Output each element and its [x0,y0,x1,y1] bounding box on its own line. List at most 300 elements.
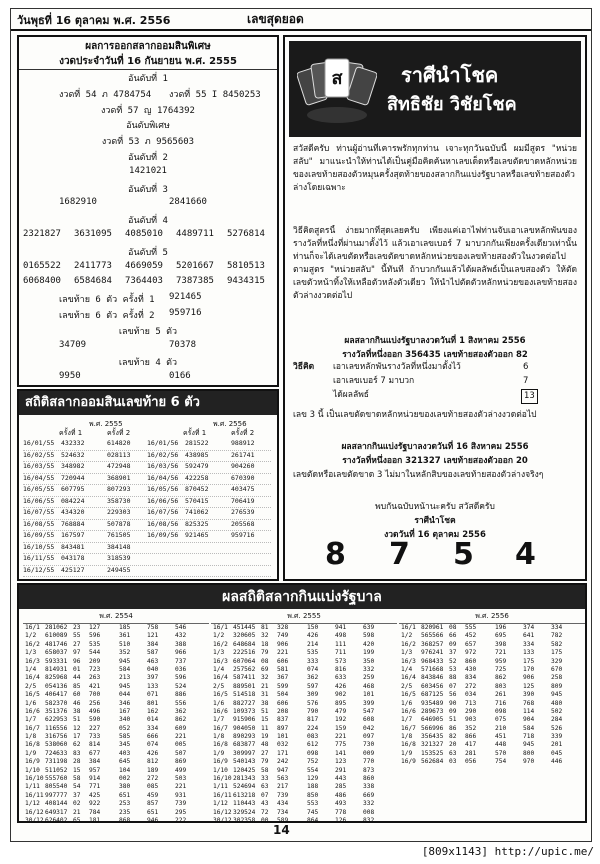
stats-cell: 758 [147,624,159,631]
stat6-cell: 16/08/55 [23,519,55,528]
stats-row [23,800,209,808]
stats-cell: 914 [89,775,101,783]
stats-cell: 997777 [45,791,68,799]
stats-cell: 79 [261,758,269,766]
stats-cell: 56 [449,691,457,699]
lottery-cell: อันดับที่ 1 [128,74,168,84]
calc-label: วิธีคิด [293,362,315,372]
stats-cell: 334 [523,640,535,648]
stats-cell: 16/7 [213,724,228,732]
stat6-cell: 348982 [61,462,85,470]
lottery-cell: 4489711 [176,229,214,239]
lottery-result-title: ผลการออกสลากออมสินพิเศษ [85,41,211,52]
stats-cell: 009 [363,749,375,757]
stats-cell: 713 [465,699,477,707]
stats-cell: 175 [551,649,563,657]
stats-cell: 189 [147,766,159,774]
lottery-cell: เลขท้าย 6 ตัว ครั้งที่ 1 [59,295,155,306]
stat6-cell: 16/12/55 [23,565,55,574]
stats-cell: 55 [73,632,81,640]
stats-cell: 626402 [45,816,68,824]
stats-cell: 374 [523,624,535,631]
stats-cell: 201 [551,741,563,749]
stats-cell: 96 [73,657,81,665]
stats-cell: 16/5 [25,691,40,699]
stat6-cell: 422258 [185,473,209,482]
stats-cell: 1/12 [213,800,228,808]
stats-cell: 502 [551,707,563,715]
lottery-cell: งวดที่ 57 ญ 1764392 [101,105,195,116]
stats-row [399,725,585,733]
stats-cell: 291 [335,766,347,774]
stats-row [399,674,585,682]
stats-cell: 417 [465,741,477,749]
stats-cell: 959 [495,657,507,665]
stat6-cell: 318539 [107,554,131,562]
lottery-cell: 0166 [169,371,191,382]
stats-cell: 718 [523,733,535,741]
stats-cell: 596 [89,632,101,640]
stats-cell: 860 [363,775,375,783]
calc-block [293,361,577,407]
stats-cell: 397 [147,674,159,682]
lottery-cell: งวดที่ 54 ภ 4784754 [59,89,152,100]
stats-row [211,649,397,657]
stats-cell: 51 [449,716,457,724]
stats-cell: 1/2 [401,632,413,640]
stats-cell: 63 [449,749,457,757]
stat6-cell: 084224 [61,496,85,505]
stats-row [23,632,209,640]
lottery-cell: อันดับที่ 5 [128,247,168,258]
stats-cell: 801 [147,699,159,707]
stats-cell: 864 [307,816,319,824]
stats-cell: 034 [465,691,477,699]
stats-cell: 850 [307,791,319,799]
stats-cell: 966 [175,649,187,657]
stats-cell: 612 [307,741,319,749]
stats-cell: 657 [465,640,477,648]
stats-row [211,809,397,817]
stats-cell: 071 [147,691,159,699]
stats-cell: 633 [335,674,347,682]
lottery-result-box [17,35,279,387]
stats-cell: 309 [307,691,319,699]
stats-row [23,691,209,699]
stats-row [211,792,397,800]
stats-cell: 597 [307,682,319,690]
stat6-cell: 670390 [231,473,255,482]
stats-cell: 972 [465,649,477,657]
stats-cell: 555760 [45,775,68,783]
stats-cell: 192 [335,716,347,724]
stats-cell: 329 [551,657,563,665]
stats-cell: 834 [465,674,477,682]
stats-row [399,691,585,699]
stats-cell: 587411 [233,674,256,682]
stats-cell: 730 [363,741,375,749]
stats-row [211,775,397,783]
stats-row [23,658,209,666]
stats-row [211,758,397,766]
stats-cell: 571668 [421,665,444,673]
stats-cell: 54 [73,783,81,791]
stats-cell: 1/7 [213,716,225,724]
calc-step-3: ได้ผลลัพธ์ [333,390,369,400]
stats-cell: 162 [147,707,159,715]
stats-cell: 054136 [45,682,68,690]
calc-value-2: 7 [523,376,529,386]
stats-cell: 589 [277,816,289,824]
stats-cell: 042 [363,724,375,732]
lottery-cell: 959716 [169,308,202,318]
stats-cell: 03 [449,758,457,766]
stat6-right-year: พ.ศ. 2556 [213,420,247,428]
stat6-left-year: พ.ศ. 2555 [89,420,123,428]
stats-cell: 1/3 [401,649,413,657]
stats-cell: 651 [147,808,159,816]
stats-cell: 443 [335,775,347,783]
stats-cell: 167 [119,707,131,715]
stats-cell: 16/1 [25,624,40,631]
stats-cell: 16/12 [25,808,44,816]
stats-cell: 687125 [421,691,444,699]
lottery-cell: อันดับที่ 2 [128,153,168,163]
stats-row [211,700,397,708]
stats-cell: 814 [89,741,101,749]
stats-cell: 321327 [421,741,444,749]
stats-cell: 584 [119,665,131,673]
stats-cell: 101 [277,733,289,741]
stats-cell: 809 [551,682,563,690]
stats-cell: 116556 [45,724,68,732]
stat6-cell: 16/04/56 [147,473,179,482]
stat6-cell: 16/02/56 [147,450,179,459]
stats-cell: 221 [335,733,347,741]
column-paragraph-4: เลขตัดหรือเลขตัดขาด 3 ไม่มาในหลักสิบของเลขท้ายสองตัวล่างจริงๆ [293,470,544,480]
stats-cell: 008 [363,808,375,816]
stats-cell: 37 [73,791,81,799]
stats-cell: 941 [335,624,347,631]
stats-cell: 51 [73,716,81,724]
stats-cell: 711 [335,649,347,657]
stat6-cell: 807293 [107,485,131,493]
stat6-cell: 720944 [61,473,85,482]
stats-cell: 607064 [233,657,256,665]
stat6-cell: 432332 [61,439,85,447]
stats-cell: 641 [523,632,535,640]
stats-cell: 46 [73,699,81,707]
stats-row [23,767,209,775]
stats-cell: 510 [119,640,131,648]
stats-cell: 503 [175,775,187,783]
stats-row [399,758,585,766]
stats-cell: 199 [363,649,375,657]
stats-cell: 426 [307,632,319,640]
stats-row [211,658,397,666]
lottery-cell: 5810513 [227,260,265,271]
stats-cell: 125 [523,682,535,690]
lottery-cell: 9434315 [227,276,265,287]
stats-cell: 882727 [233,699,256,707]
stats-cell: 257562 [233,665,256,673]
column-paragraph-3: เลข 3 นี้ เป็นเลขตัดขาดหลักหน่วยของเลขท้ายสองตัวล่างงวดต่อไป [293,410,537,420]
stats-cell: 33 [261,775,269,783]
stats-cell: 570 [495,749,507,757]
lottery-cell: 7364403 [125,276,163,287]
stats-cell: 737 [175,657,187,665]
stats-cell: 82 [449,733,457,741]
stats-cell: 334 [147,724,159,732]
stats-row [23,783,209,791]
stats-cell: 21 [261,682,269,690]
stats-cell: 554 [307,766,319,774]
stats-cell: 1/8 [213,733,225,741]
stats-cell: 075 [495,716,507,724]
stat6-cell: 16/07/55 [23,508,55,516]
stats-cell: 596 [175,674,187,682]
stats-cell: 2/5 [25,682,37,690]
stat6-cell: 229303 [107,508,131,516]
stats-cell: 2/5 [401,682,413,690]
stats-row [23,741,209,749]
stats-cell: 906 [277,640,289,648]
stats-cell: 754 [495,758,507,766]
stats-cell: 37 [449,649,457,657]
stats-cell: 17 [73,733,81,741]
stats-row [211,683,397,691]
stats-cell: 1/3 [213,649,225,657]
lottery-cell: 921465 [169,292,202,303]
stats-cell: 58 [261,766,269,774]
stats-cell: 2/5 [213,682,225,690]
stats-cell: 123 [335,758,347,766]
lottery-cell: เลขท้าย 4 ตัว [118,358,178,369]
logo-letter: ส [331,68,343,89]
stats-cell: 38 [73,707,81,715]
stat6-cell: 16/07/56 [147,508,179,516]
lottery-cell: 0165522 [23,260,61,271]
stats-cell: 16/3 [25,657,40,665]
lottery-cell: อันดับที่ 4 [128,216,168,227]
stats-cell: 915906 [233,716,256,724]
stats-cell: 88 [449,674,457,682]
stats-cell: 1/9 [401,749,413,757]
stats-cell: 406417 [45,691,68,699]
lottery-cell: 5276814 [227,229,265,239]
stats-cell: 749 [277,632,289,640]
stats-cell: 036 [175,665,187,673]
stat6-cell: 261741 [231,450,255,459]
stats-cell: 16/9 [25,758,40,766]
stat6-cell: 761505 [107,531,131,539]
stats-row [23,666,209,674]
stats-cell: 803 [495,682,507,690]
stats-cell: 837 [277,716,289,724]
stat6-cell: 16/09/56 [147,531,179,539]
result-line-3: ผลสลากกินแบ่งรัฐบาลงวดวันที่ 16 สิงหาคม 2556 [341,442,529,452]
stats-row [399,632,585,640]
stats-row [211,733,397,741]
lottery-cell: เลขท้าย 5 ตัว [118,326,178,337]
stats-cell: 514518 [233,691,256,699]
stats-cell: 328 [277,624,289,631]
stats-cell: 30/12 [25,816,44,824]
stats-cell: 281343 [233,775,256,783]
stats-cell: 345 [119,741,131,749]
stats-cell: 101 [363,691,375,699]
stat6-cell: 16/01/55 [23,439,55,447]
stats-cell: 72 [261,808,269,816]
stats-cell: 608 [363,716,375,724]
stats-cell: 60 [73,691,81,699]
stats-cell: 1/2 [25,632,37,640]
stats-cell: 1/11 [25,783,40,791]
stat6-row [23,485,271,497]
stats-cell: 716 [495,699,507,707]
stats-cell: 432 [175,632,187,640]
stats-cell: 332 [363,665,375,673]
image-footer: [809x1143] http://upic.me/ [421,845,594,858]
forecast-digit-1: 8 [325,537,346,572]
stats-cell: 005 [175,741,187,749]
stats-cell: 256 [89,699,101,707]
stats-cell: 141 [335,749,347,757]
stat6-cell: 16/06/56 [147,496,179,505]
stats-cell: 1/2 [213,632,225,640]
lottery-cell: งวดที่ 53 ภ 9565603 [101,137,195,148]
stats-cell: 159 [335,724,347,732]
stats-cell: 670 [551,665,563,673]
stats-cell: 622953 [45,716,68,724]
stats-cell: 53 [449,665,457,673]
forecast-digit-3: 5 [453,537,474,572]
stats-row [399,741,585,749]
stats-cell: 44 [73,674,81,682]
stats-cell: 31 [261,691,269,699]
forecast-digit-4: 4 [515,537,536,572]
stats-cell: 170 [523,665,535,673]
stats-row [23,641,209,649]
stats-row [399,624,585,632]
stats-cell: 535 [89,640,101,648]
stats-cell: 014 [147,716,159,724]
stat6-cell: 16/05/55 [23,485,55,493]
stats-row [23,758,209,766]
stats-cell: 771 [89,783,101,791]
stats-cell: 860 [465,657,477,665]
stats-cell: 08 [261,657,269,665]
stats-cell: 18 [261,640,269,648]
stat6-cell: 16/11/55 [23,554,55,562]
stats-cell: 976241 [421,649,444,657]
stat6-cell: 16/08/56 [147,519,179,528]
stat6-cell: 741062 [185,508,209,516]
column-box [283,35,587,581]
stat6-cell: 403475 [231,485,255,493]
stats-cell: 459 [147,791,159,799]
stats-cell: 426 [335,682,347,690]
stats-cell: 16/8 [213,741,228,749]
lottery-cell: 5201667 [176,260,214,271]
stats-cell: 645 [119,758,131,766]
stats-cell: 074 [307,665,319,673]
stats-cell: 816 [335,665,347,673]
stats-cell: 153525 [421,749,444,757]
stats-cell: 683877 [233,741,256,749]
stat6-cell: 043178 [61,554,85,562]
stats-cell: 48 [261,741,269,749]
stats-cell: 904050 [233,724,256,732]
stat6-cell: 921465 [185,531,209,539]
stat6-row [23,462,271,474]
stats-cell: 587 [147,649,159,657]
stats-cell: 07 [449,682,457,690]
stats-row [23,792,209,800]
stats-cell: 83 [73,749,81,757]
stats-cell: 302358 [233,816,256,824]
stats-cell: 16/4 [25,674,40,682]
stats-cell: 862 [495,674,507,682]
stats-cell: 056 [465,758,477,766]
stats-cell: 593331 [45,657,68,665]
stats-cell: 812 [147,758,159,766]
stats-cell: 562684 [421,758,444,766]
stats-cell: 421 [89,682,101,690]
stats-row [399,658,585,666]
stats-row [211,666,397,674]
stats-cell: 16/8 [401,741,416,749]
stats-row [23,683,209,691]
stats-cell: 869 [175,758,187,766]
stats-cell: 15 [73,766,81,774]
stat6-cell: 16/06/55 [23,496,55,505]
calc-step-2: เอาเลขเบอร์ 7 มาบวก [333,376,415,386]
stats-cell: 553 [307,800,319,808]
stat6-cell: 384148 [107,542,131,551]
stats-cell: 352 [119,649,131,657]
stats-cell: 535 [307,649,319,657]
magazine-page [10,8,592,842]
stats-cell: 129 [307,775,319,783]
stat6-left-c1: ครั้งที่ 1 [59,429,83,437]
stats-row [23,716,209,724]
stat6-cell: 592479 [185,462,209,470]
stats-cell: 32 [261,674,269,682]
stats-cell: 590 [89,716,101,724]
stats-cell: 259 [363,674,375,682]
stats-cell: 480 [551,699,563,707]
stats-cell: 02 [73,800,81,808]
stats-row [399,700,585,708]
lottery-cell: อันดับพิเศษ [126,121,170,132]
stats-cell: 16/11 [25,791,44,799]
stats-cell: 446 [551,758,563,766]
stats-cell: 356435 [421,733,444,741]
stats-cell: 097 [363,733,375,741]
stat6-cell: 167597 [61,531,85,539]
stats-cell: 213 [119,674,131,682]
stats-cell: 481746 [45,640,68,648]
stats-cell: 16/3 [213,657,228,665]
lottery-cell: อันดับที่ 3 [128,184,168,195]
stats-cell: 1/9 [213,749,225,757]
page-header [11,9,591,31]
stats-row [211,641,397,649]
stat6-right-c1: ครั้งที่ 1 [183,429,207,437]
stats-cell: 598 [363,632,375,640]
lottery-cell: 2841660 [169,197,207,208]
